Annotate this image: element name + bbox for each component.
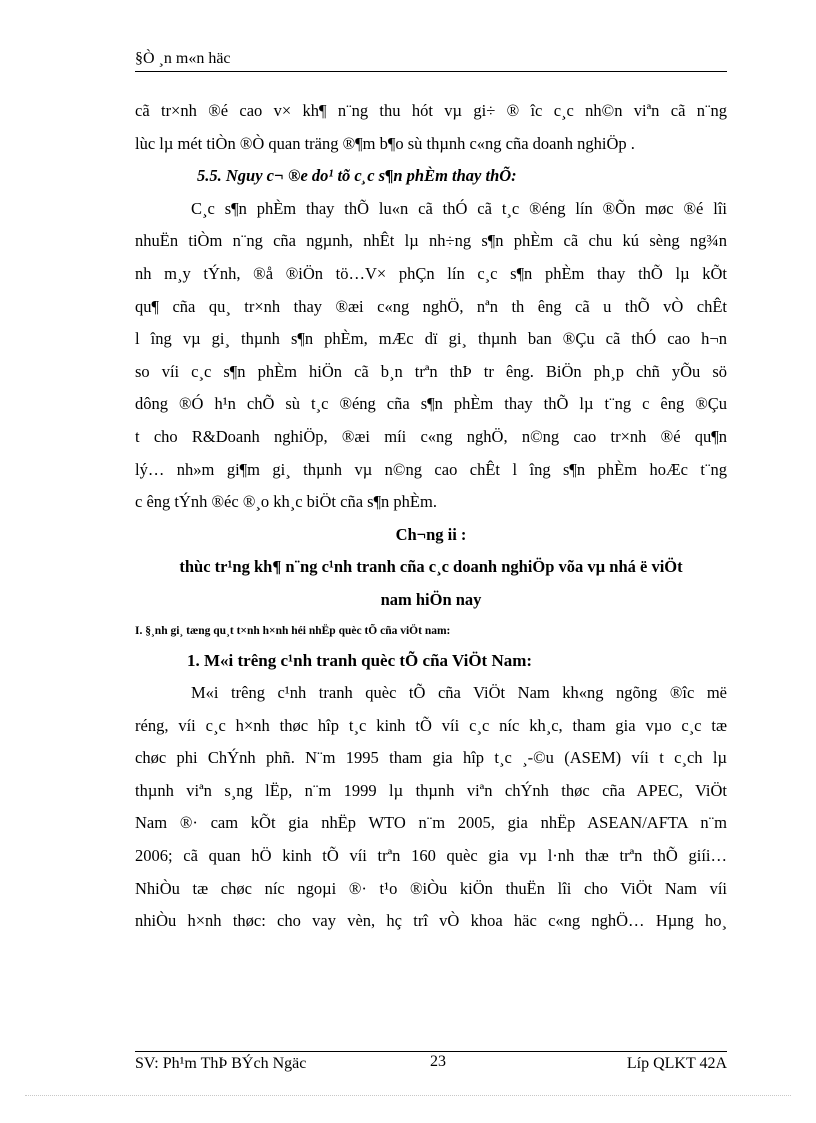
text-line: chøc phi ChÝnh phñ. N¨m 1995 tham gia hîp t¸c ¸-©u (ASEM) víi t c¸ch lµ [135,748,727,768]
subsection-heading-1: 1. M«i trêng c¹nh tranh quèc tÕ cña ViÖt Nam: [187,650,533,670]
document-body [135,95,727,938]
text-line: Nam ®· cam kÕt gia nhËp WTO n¨m 2005, gia nhËp ASEAN/AFTA n¨m [135,813,727,833]
text-line: M«i trêng c¹nh tranh quèc tÕ cña ViÖt Nam kh«ng ngõng ®îc më [191,683,727,703]
text-line: nh m¸y tÝnh, ®å ®iÖn tö…V× phÇn lín c¸c s¶n phÈm thay thÕ lµ kÕt [135,263,727,283]
footer-author: SV: Ph¹m ThÞ BÝch Ngäc [135,1055,307,1072]
text-line: lùc lµ mét tiÒn ®Ò quan träng ®¶m b¶o sù thµnh c«ng cña doanh nghiÖp . [135,133,635,153]
page-header: §Ò ¸n m«n häc [135,50,231,67]
text-line: dông ®Ó h¹n chÕ sù t¸c ®éng cña s¶n phÈm thay thÕ lµ t¨ng c êng ®Çu [135,394,727,414]
text-line: 2006; cã quan hÖ kinh tÕ víi trªn 160 quèc gia vµ l·nh thæ trªn thÕ giíi… [135,846,727,866]
text-line: cã tr×nh ®é cao v× kh¶ n¨ng thu hót vµ gi÷ ® îc c¸c nh©n viªn cã n¨ng [135,101,727,120]
text-line: thµnh viªn s¸ng lËp, n¨m 1999 lµ thµnh viªn chÝnh thøc cña APEC, ViÖt [135,780,727,800]
section-heading-I: I. §¸nh gi¸ tæng qu¸t t×nh h×nh héi nhËp quèc tÕ cña viÖt nam: [135,624,451,637]
page-edge-rule [25,1095,791,1096]
text-line: réng, víi c¸c h×nh thøc hîp t¸c kinh tÕ víi c¸c níc kh¸c, tham gia vµo c¸c tæ [135,715,727,735]
chapter-title-line: thùc tr¹ng kh¶ n¨ng c¹nh tranh cña c¸c doanh nghiÖp võa vµ nhá ë viÖt [179,557,683,577]
footer-rule [135,1051,727,1052]
page-number: 23 [430,1053,446,1070]
header-rule [135,71,727,72]
text-line: so víi c¸c s¶n phÈm hiÖn cã b¸n trªn thÞ tr êng. BiÖn ph¸p chñ yÕu sö [135,361,727,381]
footer-class: Líp QLKT 42A [626,1055,727,1072]
text-line: qu¶ cña qu¸ tr×nh thay ®æi c«ng nghÖ, nªn th êng cã u thÕ vÒ chÊt [135,296,727,316]
section-heading-5-5: 5.5. Nguy c¬ ®e do¹ tõ c¸c s¶n phÈm thay thÕ: [197,166,517,186]
text-line: nhiÒu h×nh thøc: cho vay vèn, hç trî vÒ khoa häc c«ng nghÖ… Hµng ho¸ [135,911,727,931]
text-line: t cho R&Doanh nghiÖp, ®æi míi c«ng nghÖ, n©ng cao tr×nh ®é qu¶n [135,426,727,446]
text-line: lý… nh»m gi¶m gi¸ thµnh vµ n©ng cao chÊt l îng s¶n phÈm hoÆc t¨ng [135,459,727,479]
text-line: l îng vµ gi¸ thµnh s¶n phÈm, mÆc dï gi¸ thµnh ban ®Çu cã thÓ cao h¬n [135,329,727,349]
text-line: nhuËn tiÒm n¨ng cña ngµnh, nhÊt lµ nh÷ng s¶n phÈm cã chu kú sèng ng¾n [135,231,727,251]
text-line: c êng tÝnh ®éc ®¸o kh¸c biÖt cña s¶n phÈm. [135,492,437,512]
chapter-label: Ch¬ng ii : [395,524,467,544]
text-line: NhiÒu tæ chøc níc ngoµi ®· t¹o ®iÒu kiÖn thuËn lîi cho ViÖt Nam víi [135,878,727,898]
chapter-title-line: nam hiÖn nay [380,589,482,609]
text-line: C¸c s¶n phÈm thay thÕ lu«n cã thÓ cã t¸c ®éng lín ®Õn møc ®é lîi [191,198,727,218]
